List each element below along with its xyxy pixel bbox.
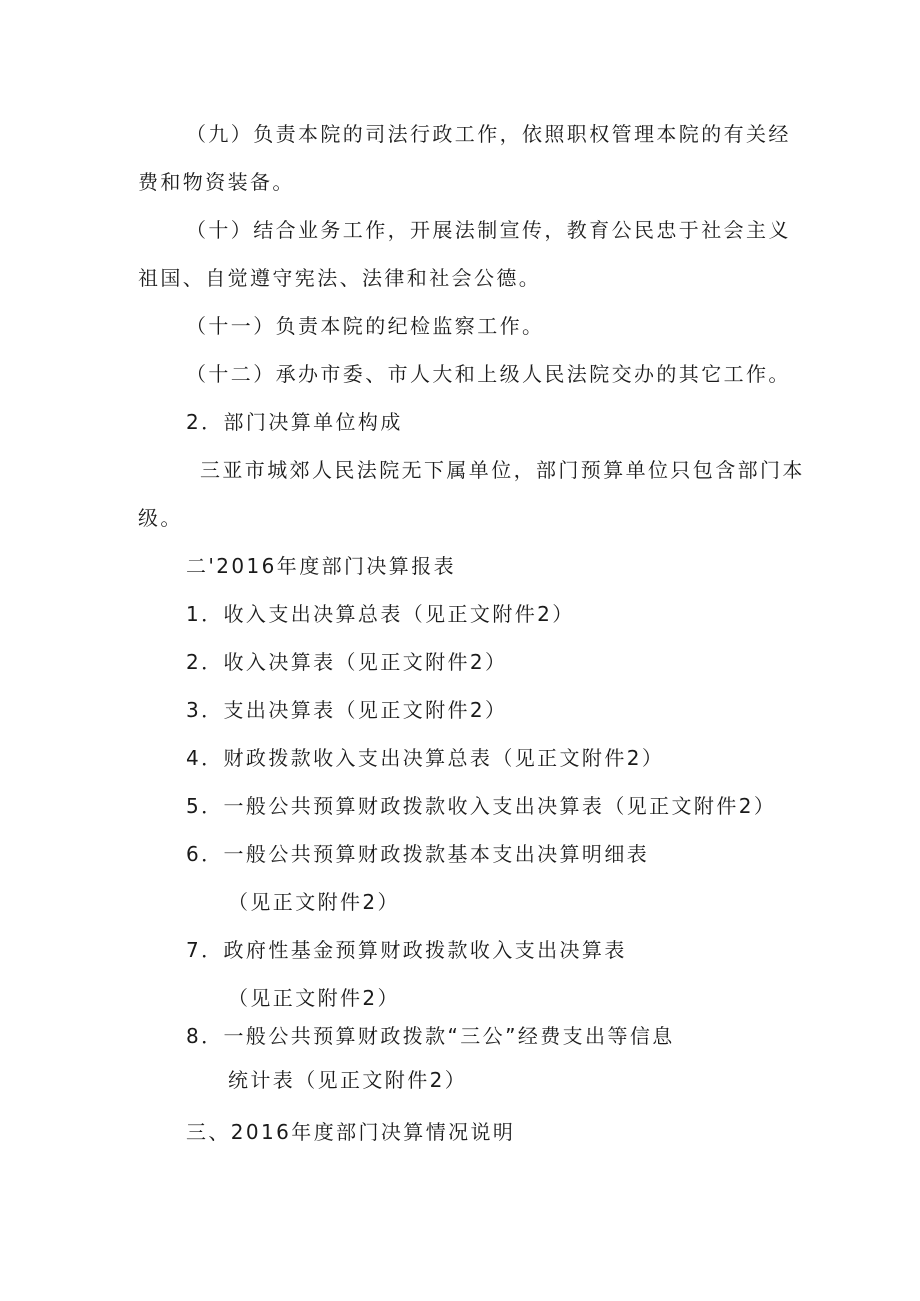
list-item-continuation: （见正文附件2） — [228, 890, 400, 914]
section-heading: 二'2016年度部门决算报表 — [186, 554, 456, 578]
list-item: 4．财政拨款收入支出决算总表（见正文附件2） — [186, 746, 665, 770]
list-item: 1．收入支出决算总表（见正文附件2） — [186, 602, 575, 626]
list-item-continuation: （见正文附件2） — [228, 986, 400, 1010]
section-heading: 三、2016年度部门决算情况说明 — [186, 1120, 516, 1144]
paragraph-line: 费和物资装备。 — [138, 170, 295, 194]
paragraph-line: （十一）负责本院的纪检监察工作。 — [186, 314, 545, 338]
list-item: 6．一般公共预算财政拨款基本支出决算明细表 — [186, 842, 650, 866]
list-item: 3．支出决算表（见正文附件2） — [186, 698, 508, 722]
list-item: 7．政府性基金预算财政拨款收入支出决算表 — [186, 938, 627, 962]
paragraph-line: 祖国、自觉遵守宪法、法律和社会公德。 — [138, 266, 542, 290]
list-item-continuation: 统计表（见正文附件2） — [228, 1068, 468, 1092]
paragraph-line: （十）结合业务工作，开展法制宣传，教育公民忠于社会主义 — [186, 218, 791, 242]
paragraph-line: 级。 — [138, 506, 183, 530]
list-item: 8．一般公共预算财政拨款“三公”经费支出等信息 — [186, 1024, 675, 1048]
paragraph-line: （九）负责本院的司法行政工作，依照职权管理本院的有关经 — [186, 122, 791, 146]
paragraph-line: （十二）承办市委、市人大和上级人民法院交办的其它工作。 — [186, 362, 791, 386]
list-item: 5．一般公共预算财政拨款收入支出决算表（见正文附件2） — [186, 794, 777, 818]
paragraph-line: 三亚市城郊人民法院无下属单位，部门预算单位只包含部门本 — [200, 458, 805, 482]
list-item: 2．收入决算表（见正文附件2） — [186, 650, 508, 674]
section-heading: 2．部门决算单位构成 — [186, 410, 403, 434]
